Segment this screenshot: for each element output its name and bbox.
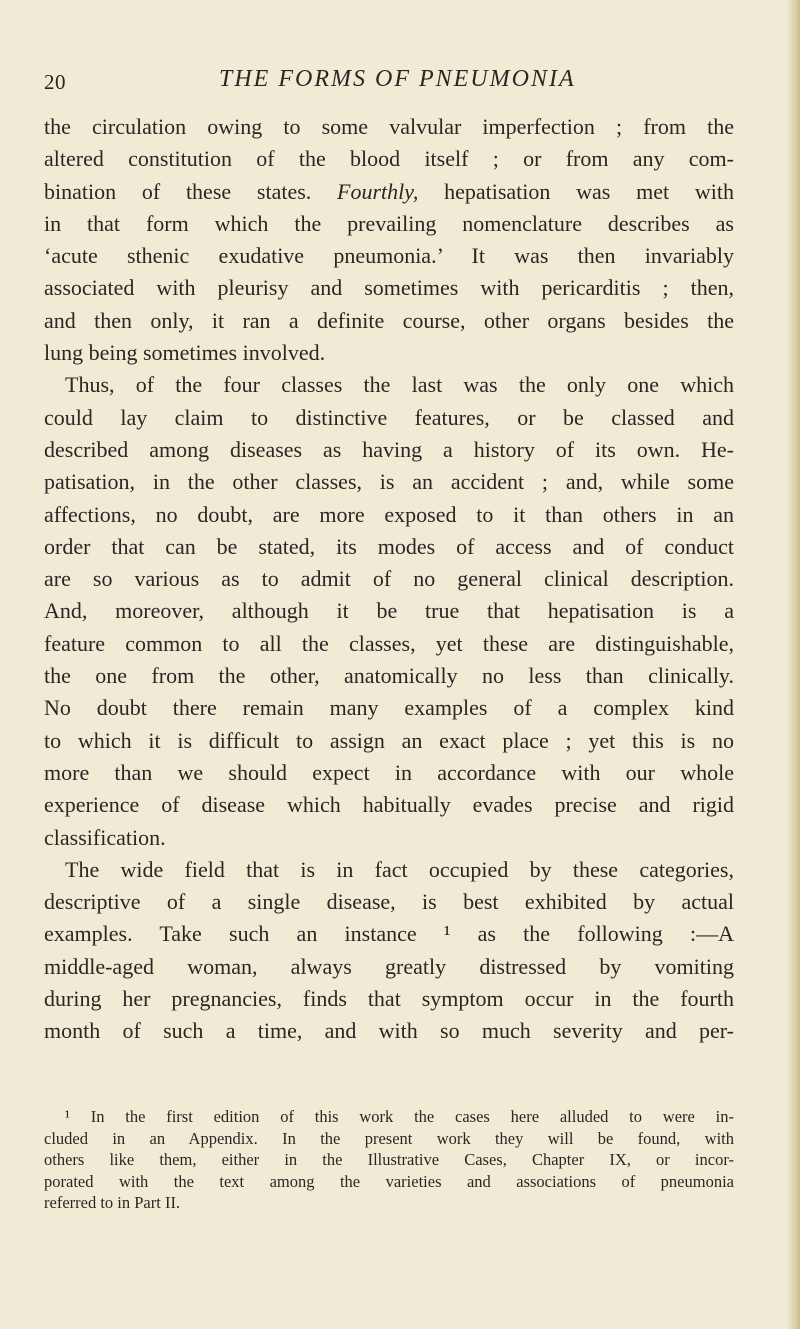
body-line: examples. Take such an instance ¹ as the following :—A	[44, 921, 734, 947]
body-line: month of such a time, and with so much severity and per-	[44, 1018, 734, 1044]
body-line: altered constitution of the blood itself ; or from any com-	[44, 146, 734, 172]
footnote-line: cluded in an Appendix. In the present work they will be found, with	[44, 1128, 734, 1148]
body-line: associated with pleurisy and sometimes with pericarditis ; then,	[44, 275, 734, 301]
body-line: more than we should expect in accordance with our whole	[44, 759, 734, 785]
footnote-line: ¹ In the first edition of this work the cases here alluded to were in-	[65, 1107, 734, 1126]
body-line: are so various as to admit of no general clinical description.	[44, 566, 734, 592]
running-head: THE FORMS OF PNEUMONIA	[219, 66, 576, 92]
body-line: patisation, in the other classes, is an accident ; and, while some	[44, 469, 734, 495]
body-line: during her pregnancies, finds that symptom occur in the fourth	[44, 986, 734, 1012]
body-line: feature common to all the classes, yet these are distinguishable,	[44, 630, 734, 656]
footnote-line: others like them, either in the Illustrative Cases, Chapter IX, or incor-	[44, 1150, 734, 1170]
footnote-line: porated with the text among the varieties and associations of pneumonia	[44, 1171, 734, 1191]
body-line: And, moreover, although it be true that hepatisation is a	[44, 598, 734, 624]
body-line: No doubt there remain many examples of a complex kind	[44, 695, 734, 721]
body-line: the circulation owing to some valvular imperfection ; from the	[44, 114, 734, 139]
body-line: in that form which the prevailing nomenclature describes as	[44, 210, 734, 236]
body-line: descriptive of a single disease, is best exhibited by actual	[44, 889, 734, 915]
body-line: affections, no doubt, are more exposed to it than others in an	[44, 501, 734, 527]
emphasis-fourthly: Fourthly,	[337, 178, 419, 204]
body-line: lung being sometimes involved.	[44, 340, 326, 366]
page-edge-shadow	[786, 0, 800, 1329]
body-line: middle-aged woman, always greatly distressed by vomiting	[44, 953, 734, 979]
page-number: 20	[44, 70, 66, 94]
footnote-line: referred to in Part II.	[44, 1193, 181, 1213]
body-line: bination of these states. Fourthly, hepatisation was met with	[44, 178, 734, 204]
body-line: The wide field that is in fact occupied by these categories,	[65, 856, 734, 882]
body-line: and then only, it ran a definite course, other organs besides the	[44, 307, 734, 333]
body-line: the one from the other, anatomically no less than clinically.	[44, 663, 734, 689]
body-line: ‘acute sthenic exudative pneumonia.’ It was then invariably	[44, 243, 734, 269]
body-line: to which it is difficult to assign an exact place ; yet this is no	[44, 727, 734, 753]
page-header	[44, 66, 734, 100]
body-line: classification.	[44, 824, 166, 850]
body-line: Thus, of the four classes the last was the only one which	[65, 372, 734, 398]
body-line: experience of disease which habitually evades precise and rigid	[44, 792, 734, 818]
footnote-block	[44, 1106, 734, 1214]
body-line: could lay claim to distinctive features, or be classed and	[44, 404, 734, 430]
body-line: described among diseases as having a history of its own. He-	[44, 436, 734, 462]
body-text	[44, 111, 734, 1048]
body-line: order that can be stated, its modes of access and of conduct	[44, 533, 734, 559]
